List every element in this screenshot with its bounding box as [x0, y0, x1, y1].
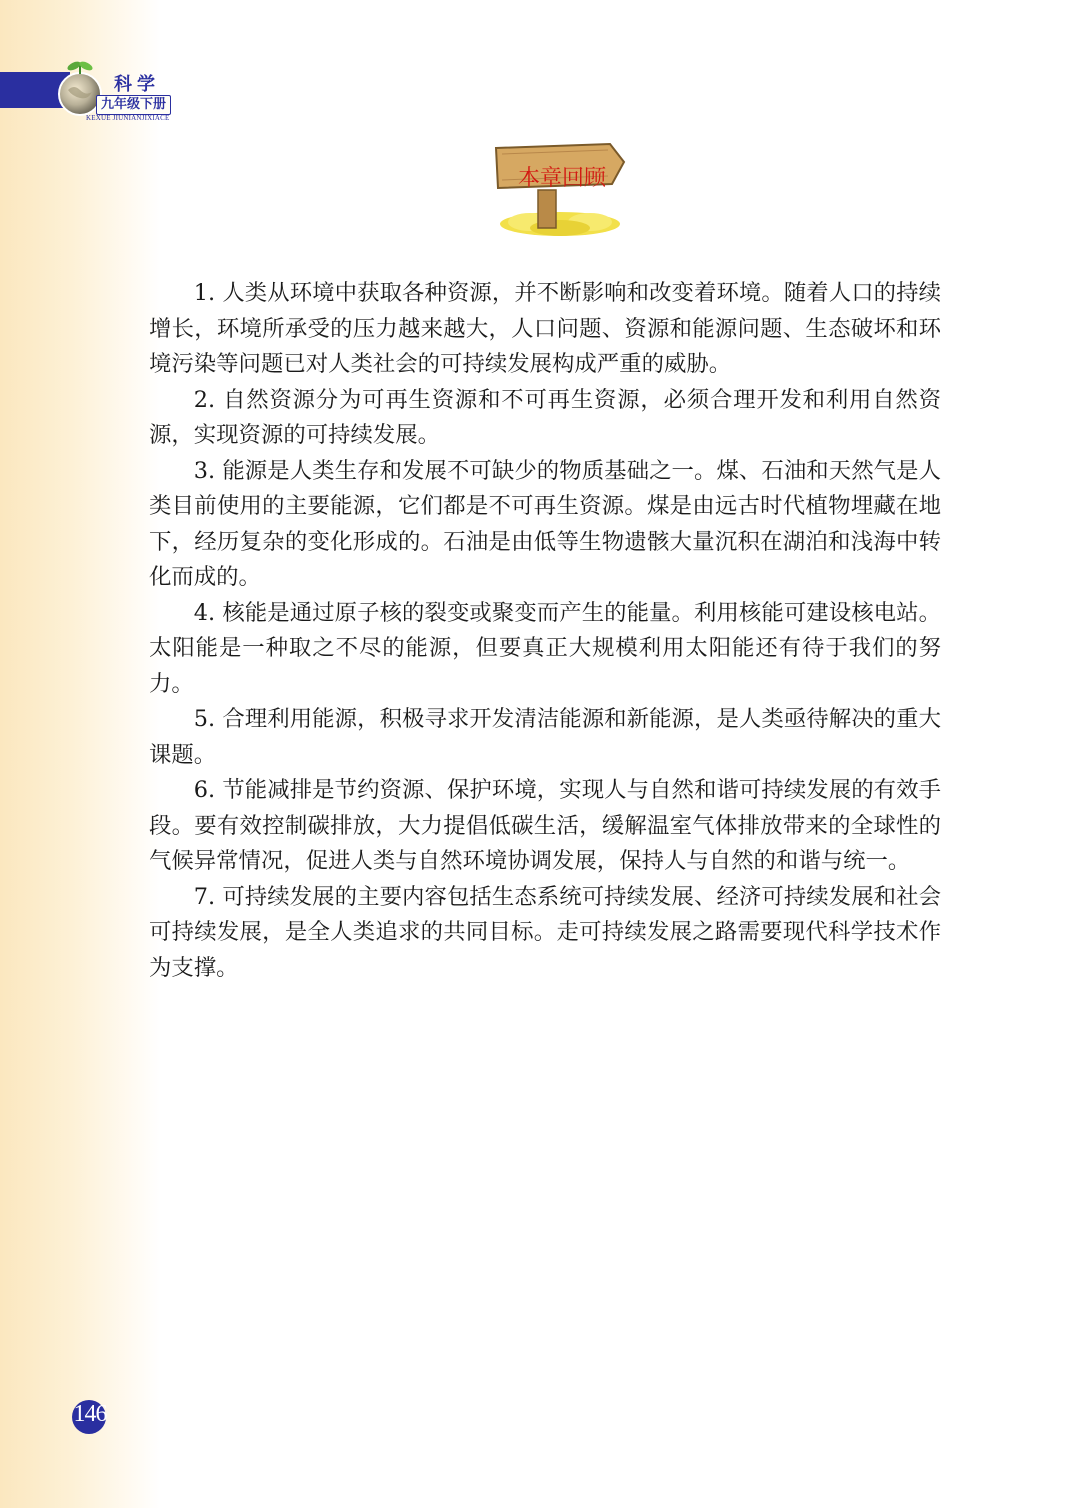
paragraph-5: 5. 合理利用能源，积极寻求开发清洁能源和新能源，是人类亟待解决的重大课题。 [149, 706, 941, 768]
paragraph-2: 2. 自然资源分为可再生资源和不可再生资源，必须合理开发和利用自然资源，实现资源的可持续发展。 [149, 386, 941, 448]
paragraph-3: 3. 能源是人类生存和发展不可缺少的物质基础之一。煤、石油和天然气是人类目前使用的主要能源，它们都是不可再生资源。煤是由远古时代植物埋藏在地下，经历复杂的变化形成的。石油是由低等生物遗骸大量沉积在湖泊和浅海中转化而成的。 [149, 457, 941, 590]
subject-title: 科学 [114, 74, 160, 95]
grade-pinyin: KEXUE JIUNIANJIXIACE [86, 114, 170, 122]
page-number: 146 [73, 1401, 107, 1427]
paragraph-4: 4. 核能是通过原子核的裂变或聚变而产生的能量。利用核能可建设核电站。太阳能是一种取之不尽的能源，但要真正大规模利用太阳能还有待于我们的努力。 [149, 599, 941, 697]
grade-label: 九年级下册 [96, 95, 171, 115]
section-title: 本章回顾 [517, 166, 606, 191]
page-margin-band [0, 0, 160, 1508]
paragraph-1: 1. 人类从环境中获取各种资源，并不断影响和改变着环境。随着人口的持续增长，环境所承受的压力越来越大，人口问题、资源和能源问题、生态破坏和环境污染等问题已对人类社会的可持续发展构成严重的威胁。 [149, 280, 941, 377]
paragraph-7: 7. 可持续发展的主要内容包括生态系统可持续发展、经济可持续发展和社会可持续发展，是全人类追求的共同目标。走可持续发展之路需要现代科学技术作为支撑。 [149, 883, 941, 981]
paragraph-6: 6. 节能减排是节约资源、保护环境，实现人与自然和谐可持续发展的有效手段。要有效控制碳排放，大力提倡低碳生活，缓解温室气体排放带来的全球性的气候异常情况，促进人类与自然环境协调发展，保持人与自然的和谐与统一。 [149, 777, 941, 874]
review-text [149, 276, 941, 986]
